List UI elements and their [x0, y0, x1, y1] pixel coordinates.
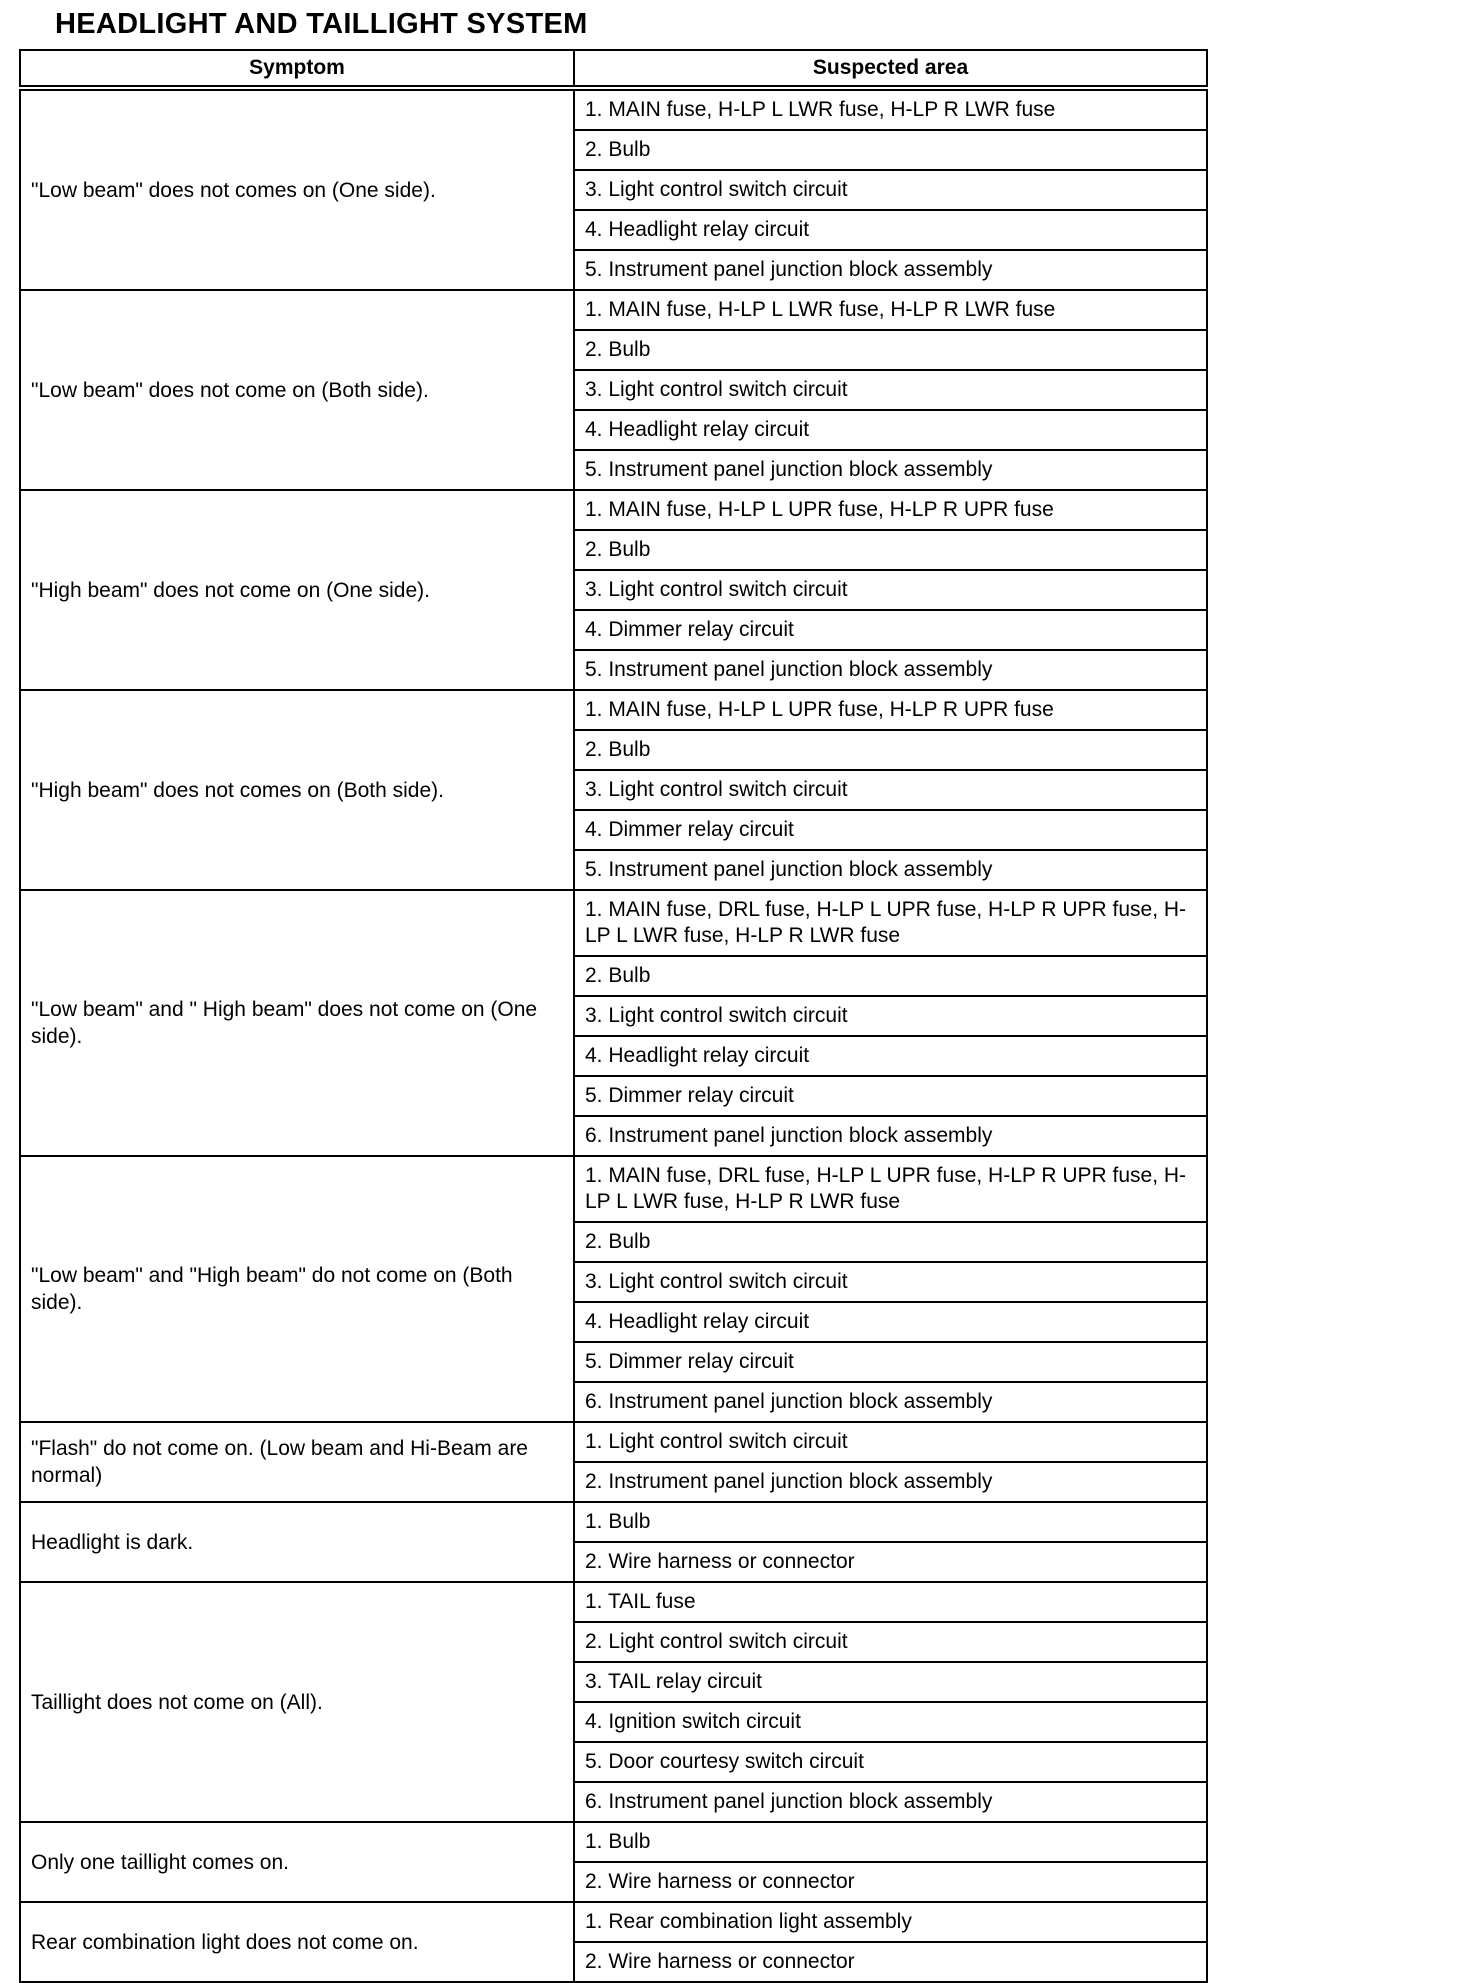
symptom-cell: "Low beam" does not comes on (One side).: [20, 88, 574, 290]
suspected-area-cell: 2. Bulb: [574, 730, 1207, 770]
suspected-area-cell: 2. Bulb: [574, 1222, 1207, 1262]
suspected-area-cell: 4. Ignition switch circuit: [574, 1702, 1207, 1742]
suspected-area-cell: 3. Light control switch circuit: [574, 370, 1207, 410]
symptom-cell: Rear combination light does not come on.: [20, 1902, 574, 1982]
suspected-area-cell: 5. Instrument panel junction block assembly: [574, 450, 1207, 490]
suspected-area-cell: 2. Wire harness or connector: [574, 1942, 1207, 1982]
suspected-area-cell: 3. Light control switch circuit: [574, 1262, 1207, 1302]
table-row: [20, 890, 1207, 956]
symptom-cell: Headlight is dark.: [20, 1502, 574, 1582]
suspected-area-cell: 1. MAIN fuse, H-LP L LWR fuse, H-LP R LWR fuse: [574, 88, 1207, 130]
suspected-area-cell: 5. Instrument panel junction block assembly: [574, 250, 1207, 290]
suspected-area-cell: 2. Bulb: [574, 530, 1207, 570]
table-row: [20, 1822, 1207, 1862]
suspected-area-cell: 1. TAIL fuse: [574, 1582, 1207, 1622]
suspected-area-cell: 4. Headlight relay circuit: [574, 210, 1207, 250]
suspected-area-cell: 1. MAIN fuse, DRL fuse, H-LP L UPR fuse, H-LP R UPR fuse, H-LP L LWR fuse, H-LP R LWR fuse: [574, 890, 1207, 956]
suspected-area-cell: 2. Bulb: [574, 130, 1207, 170]
suspected-area-cell: 5. Door courtesy switch circuit: [574, 1742, 1207, 1782]
symptom-cell: Taillight does not come on (All).: [20, 1582, 574, 1822]
suspected-area-cell: 3. Light control switch circuit: [574, 570, 1207, 610]
suspected-area-cell: 1. Bulb: [574, 1822, 1207, 1862]
table-row: [20, 88, 1207, 130]
symptom-cell: "High beam" does not comes on (Both side).: [20, 690, 574, 890]
table-row: [20, 1156, 1207, 1222]
suspected-area-cell: 4. Headlight relay circuit: [574, 1302, 1207, 1342]
symptom-cell: "Low beam" and "High beam" do not come on (Both side).: [20, 1156, 574, 1422]
suspected-area-cell: 2. Wire harness or connector: [574, 1542, 1207, 1582]
symptom-cell: Only one taillight comes on.: [20, 1822, 574, 1902]
suspected-area-cell: 2. Bulb: [574, 330, 1207, 370]
suspected-area-cell: 5. Instrument panel junction block assembly: [574, 650, 1207, 690]
suspected-area-cell: 2. Instrument panel junction block assembly: [574, 1462, 1207, 1502]
suspected-area-cell: 2. Wire harness or connector: [574, 1862, 1207, 1902]
troubleshooting-table: [19, 49, 1208, 1983]
symptom-cell: "Low beam" and " High beam" does not come on (One side).: [20, 890, 574, 1156]
table-row: [20, 1582, 1207, 1622]
suspected-area-cell: 5. Instrument panel junction block assembly: [574, 850, 1207, 890]
table-row: [20, 690, 1207, 730]
table-row: [20, 290, 1207, 330]
suspected-area-cell: 1. MAIN fuse, H-LP L LWR fuse, H-LP R LWR fuse: [574, 290, 1207, 330]
suspected-area-cell: 1. Bulb: [574, 1502, 1207, 1542]
suspected-area-cell: 3. Light control switch circuit: [574, 996, 1207, 1036]
suspected-area-cell: 1. Rear combination light assembly: [574, 1902, 1207, 1942]
suspected-area-header: Suspected area: [574, 50, 1207, 88]
suspected-area-cell: 3. Light control switch circuit: [574, 770, 1207, 810]
suspected-area-cell: 1. MAIN fuse, DRL fuse, H-LP L UPR fuse, H-LP R UPR fuse, H-LP L LWR fuse, H-LP R LWR fuse: [574, 1156, 1207, 1222]
suspected-area-cell: 5. Dimmer relay circuit: [574, 1342, 1207, 1382]
suspected-area-cell: 1. MAIN fuse, H-LP L UPR fuse, H-LP R UPR fuse: [574, 690, 1207, 730]
page-title: HEADLIGHT AND TAILLIGHT SYSTEM: [55, 8, 588, 40]
suspected-area-cell: 2. Light control switch circuit: [574, 1622, 1207, 1662]
suspected-area-cell: 6. Instrument panel junction block assembly: [574, 1116, 1207, 1156]
suspected-area-cell: 4. Dimmer relay circuit: [574, 810, 1207, 850]
suspected-area-cell: 4. Headlight relay circuit: [574, 410, 1207, 450]
suspected-area-cell: 4. Dimmer relay circuit: [574, 610, 1207, 650]
symptom-cell: "Flash" do not come on. (Low beam and Hi-Beam are normal): [20, 1422, 574, 1502]
symptom-cell: "Low beam" does not come on (Both side).: [20, 290, 574, 490]
suspected-area-cell: 1. MAIN fuse, H-LP L UPR fuse, H-LP R UPR fuse: [574, 490, 1207, 530]
suspected-area-cell: 6. Instrument panel junction block assembly: [574, 1782, 1207, 1822]
suspected-area-cell: 1. Light control switch circuit: [574, 1422, 1207, 1462]
suspected-area-cell: 4. Headlight relay circuit: [574, 1036, 1207, 1076]
suspected-area-cell: 2. Bulb: [574, 956, 1207, 996]
suspected-area-cell: 3. Light control switch circuit: [574, 170, 1207, 210]
symptom-cell: "High beam" does not come on (One side).: [20, 490, 574, 690]
header-row: [20, 50, 1207, 88]
table-row: [20, 490, 1207, 530]
table-row: [20, 1422, 1207, 1462]
suspected-area-cell: 5. Dimmer relay circuit: [574, 1076, 1207, 1116]
suspected-area-cell: 3. TAIL relay circuit: [574, 1662, 1207, 1702]
symptom-header: Symptom: [20, 50, 574, 88]
table-row: [20, 1502, 1207, 1542]
suspected-area-cell: 6. Instrument panel junction block assembly: [574, 1382, 1207, 1422]
table-body: [20, 88, 1207, 1982]
table-row: [20, 1902, 1207, 1942]
